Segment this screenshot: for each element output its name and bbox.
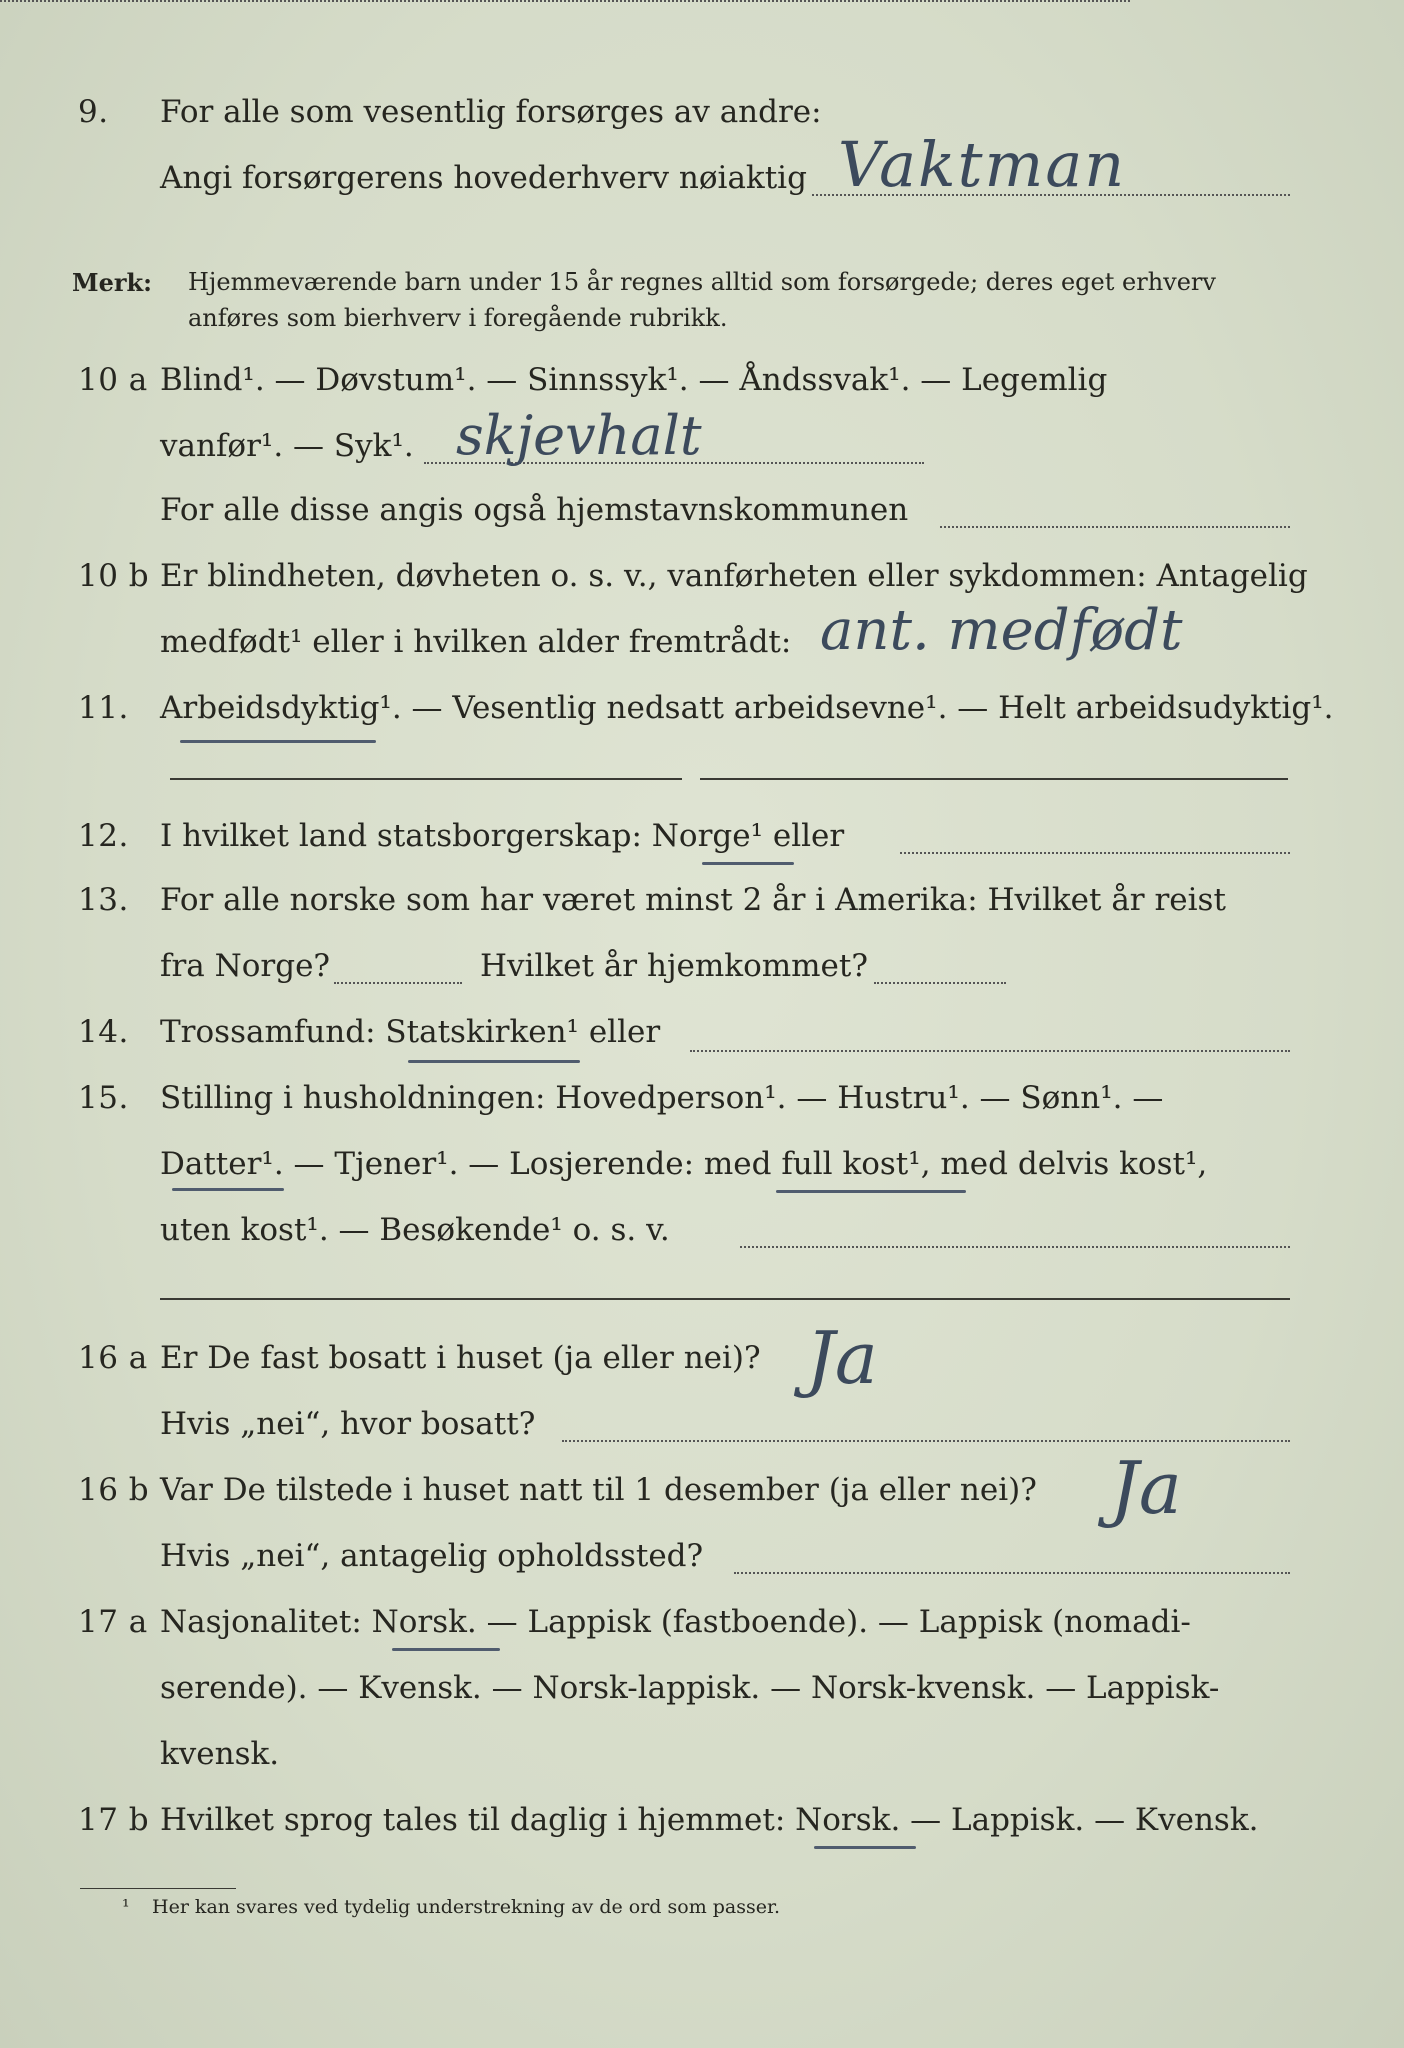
item-text: For alle disse angis også hjemstavnskommunen xyxy=(160,492,909,528)
item-14 xyxy=(0,1014,1404,1074)
answer-dotted-line xyxy=(690,1050,1290,1052)
footnote-rule xyxy=(80,1888,236,1889)
item-16a-line-2 xyxy=(0,1406,1404,1466)
item-15-line-2 xyxy=(0,1146,1404,1206)
item-number: 13. xyxy=(78,882,129,918)
item-text: Trossamfund: Statskirken¹ eller xyxy=(160,1014,661,1050)
answer-dotted-line xyxy=(940,526,1290,528)
answer-dotted-line xyxy=(334,982,462,984)
item-text: kvensk. xyxy=(160,1736,280,1772)
underline-mark xyxy=(814,1846,916,1849)
item-number: 16 a xyxy=(78,1340,148,1376)
footnote xyxy=(0,1896,1404,1956)
item-number: 17 b xyxy=(78,1802,150,1838)
item-text: serende). — Kvensk. — Norsk-lappisk. — Norsk-kvensk. — Lappisk- xyxy=(160,1670,1220,1706)
item-10a xyxy=(0,362,1404,422)
item-15-line-3 xyxy=(0,1212,1404,1272)
underline-mark xyxy=(702,862,794,865)
handwritten-answer: skjevhalt xyxy=(456,404,702,467)
note-text: Hjemmeværende barn under 15 år regnes alltid som forsørgede; deres eget erhverv xyxy=(188,268,1216,296)
item-text: Arbeidsdyktig¹. — Vesentlig nedsatt arbeidsevne¹. — Helt arbeidsudyktig¹. xyxy=(160,690,1334,726)
item-number: 16 b xyxy=(78,1472,150,1508)
note-label: Merk: xyxy=(72,268,152,297)
answer-dotted-line xyxy=(874,982,1006,984)
underline-mark xyxy=(180,740,376,743)
answer-dotted-line xyxy=(0,0,1130,2)
item-text: Hvilket år hjemkommet? xyxy=(480,948,868,984)
note-merk-line-2 xyxy=(0,304,1404,364)
item-10b-line-2 xyxy=(0,624,1404,684)
divider-rule xyxy=(160,1298,1290,1300)
handwritten-answer: ant. medfødt xyxy=(820,598,1183,663)
item-number: 12. xyxy=(78,818,129,854)
underline-mark xyxy=(776,1190,966,1193)
handwritten-answer: Vaktman xyxy=(838,128,1127,201)
item-text: fra Norge? xyxy=(160,948,331,984)
item-10a-line-2 xyxy=(0,428,1404,488)
item-17a-line-3 xyxy=(0,1736,1404,1796)
item-number: 11. xyxy=(78,690,129,726)
item-13 xyxy=(0,882,1404,942)
item-number: 14. xyxy=(78,1014,129,1050)
item-text: Datter¹. — Tjener¹. — Losjerende: med full kost¹, med delvis kost¹, xyxy=(160,1146,1208,1182)
footnote-mark: ¹ xyxy=(122,1896,130,1918)
divider-rule xyxy=(170,778,682,780)
item-16b xyxy=(0,1472,1404,1532)
answer-dotted-line xyxy=(734,1572,1290,1574)
item-number: 10 b xyxy=(78,558,150,594)
item-10a-line-3 xyxy=(0,492,1404,552)
item-15 xyxy=(0,1080,1404,1140)
underline-mark xyxy=(172,1188,284,1191)
item-text: Stilling i husholdningen: Hovedperson¹. — Hustru¹. — Sønn¹. — xyxy=(160,1080,1164,1116)
handwritten-answer: Ja xyxy=(1110,1446,1182,1530)
item-12 xyxy=(0,818,1404,878)
item-17a xyxy=(0,1604,1404,1664)
item-text: Nasjonalitet: Norsk. — Lappisk (fastboende). — Lappisk (nomadi- xyxy=(160,1604,1191,1640)
underline-mark xyxy=(392,1648,500,1651)
item-9 xyxy=(0,94,1404,154)
divider-rule xyxy=(700,778,1288,780)
item-text: vanfør¹. — Syk¹. xyxy=(160,428,414,464)
item-number: 17 a xyxy=(78,1604,148,1640)
item-text: Er blindheten, døvheten o. s. v., vanførheten eller sykdommen: Antagelig xyxy=(160,558,1308,594)
item-9-line-2 xyxy=(0,160,1404,220)
item-text: For alle som vesentlig forsørges av andre: xyxy=(160,94,822,130)
item-number: 9. xyxy=(78,94,109,130)
footnote-text: Her kan svares ved tydelig understrekning av de ord som passer. xyxy=(152,1896,781,1918)
item-17b xyxy=(0,1802,1404,1862)
item-text: Angi forsørgerens hovederhverv nøiaktig xyxy=(160,160,807,196)
answer-dotted-line xyxy=(900,852,1290,854)
item-16a xyxy=(0,1340,1404,1400)
answer-dotted-line xyxy=(562,1440,1290,1442)
item-16b-line-2 xyxy=(0,1538,1404,1598)
item-text: Blind¹. — Døvstum¹. — Sinnssyk¹. — Åndssvak¹. — Legemlig xyxy=(160,362,1108,398)
item-text: Er De fast bosatt i huset (ja eller nei)? xyxy=(160,1340,761,1376)
item-text: uten kost¹. — Besøkende¹ o. s. v. xyxy=(160,1212,670,1248)
item-13-line-2 xyxy=(0,948,1404,1008)
item-text: Var De tilstede i huset natt til 1 desember (ja eller nei)? xyxy=(160,1472,1037,1508)
item-number: 10 a xyxy=(78,362,148,398)
item-10b xyxy=(0,558,1404,618)
handwritten-answer: Ja xyxy=(806,1316,878,1400)
item-text: Hvilket sprog tales til daglig i hjemmet: Norsk. — Lappisk. — Kvensk. xyxy=(160,1802,1259,1838)
note-text: anføres som bierhverv i foregående rubrikk. xyxy=(188,304,728,332)
item-17a-line-2 xyxy=(0,1670,1404,1730)
answer-dotted-line xyxy=(740,1246,1290,1248)
item-text: I hvilket land statsborgerskap: Norge¹ eller xyxy=(160,818,845,854)
item-text: medfødt¹ eller i hvilken alder fremtrådt: xyxy=(160,624,792,660)
underline-mark xyxy=(408,1060,580,1063)
item-text: Hvis „nei“, antagelig opholdssted? xyxy=(160,1538,704,1574)
item-text: Hvis „nei“, hvor bosatt? xyxy=(160,1406,536,1442)
item-number: 15. xyxy=(78,1080,129,1116)
item-text: For alle norske som har været minst 2 år i Amerika: Hvilket år reist xyxy=(160,882,1226,918)
